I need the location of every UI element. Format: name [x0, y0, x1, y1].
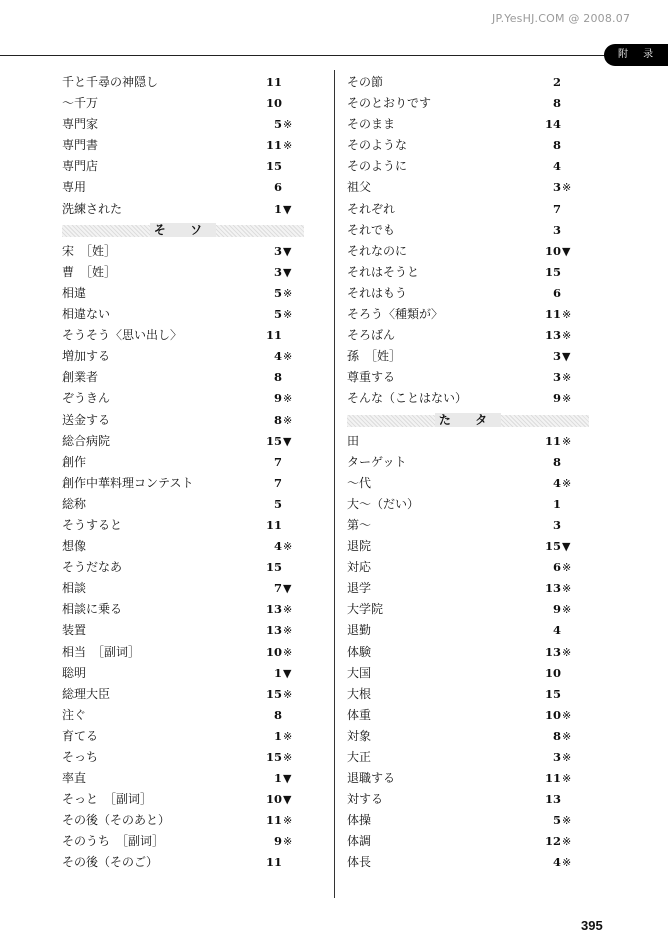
index-entry: [62, 367, 294, 388]
entry-lesson-number: 9: [552, 391, 561, 406]
entry-lesson-number: 4: [552, 855, 561, 870]
entry-term: 体験: [347, 644, 372, 659]
entry-lesson-number: 1: [552, 496, 561, 511]
right-column: [347, 72, 579, 874]
entry-term: 尊重する: [347, 370, 396, 385]
index-entry: [347, 367, 579, 388]
entry-lesson-number: 15: [265, 433, 282, 448]
index-entry: [62, 515, 294, 536]
entry-term: 率直: [62, 771, 87, 786]
entry-lesson-number: 1: [273, 665, 282, 680]
reference-mark-icon: ※: [562, 751, 572, 764]
entry-lesson-number: 9: [552, 602, 561, 617]
reference-mark-icon: ※: [562, 371, 572, 385]
entry-lesson-number: 8: [552, 96, 561, 111]
entry-term: ターゲット: [347, 454, 407, 469]
entry-lesson-number: 9: [273, 834, 282, 849]
entry-term: 体調: [347, 834, 372, 849]
index-entry: [347, 199, 579, 220]
entry-lesson-number: 10: [265, 644, 282, 659]
entry-term: ～代: [347, 475, 372, 490]
entry-term: 総理大臣: [62, 686, 111, 701]
triangle-mark-icon: ▼: [283, 265, 292, 279]
index-entry: [347, 663, 579, 684]
index-entry: [347, 177, 579, 198]
section-header-kana: そ ソ: [150, 223, 216, 237]
index-entry: [62, 620, 294, 641]
index-entry: [347, 768, 579, 789]
section-header-kana: た タ: [435, 413, 501, 427]
entry-term: そのように: [347, 159, 408, 174]
entry-lesson-number: 1: [273, 201, 282, 216]
index-entry: [347, 852, 579, 873]
entry-lesson-number: 8: [552, 138, 561, 153]
index-entry: [347, 705, 579, 726]
entry-term: 相談: [62, 581, 87, 596]
entry-lesson-number: 7: [273, 475, 282, 490]
reference-mark-icon: ※: [283, 687, 293, 701]
entry-lesson-number: 11: [265, 517, 282, 532]
entry-lesson-number: 15: [265, 159, 282, 174]
entry-lesson-number: 4: [273, 349, 282, 364]
triangle-mark-icon: ▼: [283, 434, 292, 448]
index-entry: [347, 241, 579, 262]
entry-term: 創作中華料理コンテスト: [62, 475, 194, 490]
entry-term: 相違: [62, 285, 87, 300]
index-entry: [62, 557, 294, 578]
entry-lesson-number: 5: [552, 813, 561, 828]
reference-mark-icon: ※: [283, 540, 293, 554]
index-entry: [62, 831, 294, 852]
entry-lesson-number: 3: [273, 264, 282, 279]
index-entry: [62, 810, 294, 831]
index-entry: [62, 726, 294, 747]
index-entry: [62, 789, 294, 810]
index-entry: [347, 431, 579, 452]
reference-mark-icon: ※: [283, 835, 293, 849]
entry-lesson-number: 4: [273, 539, 282, 554]
reference-mark-icon: ※: [562, 729, 572, 743]
index-entry: [62, 72, 294, 93]
index-entry: [347, 304, 579, 325]
entry-lesson-number: 5: [273, 496, 282, 511]
entry-lesson-number: 3: [552, 180, 561, 195]
reference-mark-icon: ※: [562, 329, 572, 343]
entry-lesson-number: 7: [552, 201, 561, 216]
entry-lesson-number: 10: [544, 707, 561, 722]
entry-term: そうだなあ: [62, 560, 123, 575]
entry-lesson-number: 15: [265, 750, 282, 764]
entry-lesson-number: 6: [552, 560, 561, 575]
index-entry: [347, 473, 579, 494]
entry-lesson-number: 13: [265, 602, 282, 617]
index-entry: [62, 262, 294, 283]
index-entry: [347, 578, 579, 599]
reference-mark-icon: ※: [562, 582, 572, 596]
entry-term: ぞうきん: [62, 391, 111, 406]
entry-term: 大国: [347, 665, 372, 680]
entry-lesson-number: 15: [544, 686, 561, 701]
entry-term: そうそう〈思い出し〉: [62, 328, 183, 343]
entry-lesson-number: 8: [273, 707, 282, 722]
entry-term: 装置: [62, 623, 87, 638]
index-entry: [347, 684, 579, 705]
entry-term: 相当 ［副词］: [62, 644, 141, 659]
index-entry: [62, 536, 294, 557]
index-entry: [62, 241, 294, 262]
entry-term: 洗練された: [62, 201, 123, 216]
entry-lesson-number: 2: [552, 75, 561, 89]
entry-term: そうすると: [62, 517, 123, 532]
entry-lesson-number: 13: [265, 623, 282, 638]
reference-mark-icon: ※: [562, 434, 572, 448]
column-divider: [334, 70, 335, 898]
entry-term: それぞれ: [347, 201, 396, 216]
index-entry: [347, 642, 579, 663]
index-entry: [347, 831, 579, 852]
reference-mark-icon: ※: [562, 835, 572, 849]
index-entry: [347, 536, 579, 557]
index-entry: [347, 789, 579, 810]
entry-lesson-number: 13: [544, 644, 561, 659]
entry-term: 創作: [62, 454, 87, 469]
section-header: [347, 410, 579, 431]
index-entry: [62, 304, 294, 325]
entry-term: 総称: [62, 496, 87, 511]
entry-term: それなのに: [347, 243, 408, 258]
reference-mark-icon: ※: [283, 624, 293, 638]
entry-lesson-number: 6: [552, 285, 561, 300]
entry-lesson-number: 8: [552, 728, 561, 743]
section-header-kana-wrap: [62, 220, 304, 241]
entry-term: そんな（ことはない）: [347, 391, 468, 406]
index-entry: [347, 93, 579, 114]
watermark: JP.YesHJ.COM @ 2008.07: [492, 12, 631, 25]
entry-lesson-number: 11: [265, 813, 282, 828]
entry-lesson-number: 12: [544, 834, 561, 849]
reference-mark-icon: ※: [562, 603, 572, 617]
entry-term: そろう〈種類が〉: [347, 307, 444, 322]
entry-term: それでも: [347, 222, 396, 237]
reference-mark-icon: ※: [283, 413, 293, 427]
entry-term: 退院: [347, 539, 372, 554]
index-entry: [347, 810, 579, 831]
reference-mark-icon: ※: [562, 181, 572, 195]
index-entry: [62, 494, 294, 515]
index-entry: [347, 114, 579, 135]
reference-mark-icon: ※: [283, 751, 293, 764]
entry-term: そのまま: [347, 117, 396, 132]
reference-mark-icon: ※: [562, 476, 572, 490]
entry-term: 曹 ［姓］: [62, 264, 117, 279]
index-entry: [62, 663, 294, 684]
reference-mark-icon: ※: [283, 645, 293, 659]
entry-lesson-number: 13: [544, 581, 561, 596]
reference-mark-icon: ※: [562, 814, 572, 828]
entry-lesson-number: 1: [273, 728, 282, 743]
entry-term: 専門書: [62, 138, 99, 153]
entry-term: 退勤: [347, 623, 372, 638]
reference-mark-icon: ※: [562, 392, 572, 406]
entry-lesson-number: 11: [544, 771, 561, 786]
entry-lesson-number: 5: [273, 307, 282, 322]
reference-mark-icon: ※: [562, 772, 572, 786]
reference-mark-icon: ※: [562, 645, 572, 659]
entry-lesson-number: 10: [265, 792, 282, 807]
left-column: [62, 72, 294, 874]
index-entry: [347, 262, 579, 283]
entry-term: それはもう: [347, 285, 408, 300]
entry-term: そのうち ［副词］: [62, 834, 165, 849]
entry-lesson-number: 11: [265, 75, 282, 89]
entry-lesson-number: 13: [544, 792, 561, 807]
entry-term: 祖父: [347, 180, 372, 195]
index-entry: [62, 705, 294, 726]
entry-lesson-number: 11: [544, 433, 561, 448]
entry-lesson-number: 11: [544, 307, 561, 322]
reference-mark-icon: ※: [283, 603, 293, 617]
entry-lesson-number: 7: [273, 581, 282, 596]
triangle-mark-icon: ▼: [562, 540, 571, 554]
entry-lesson-number: 5: [273, 117, 282, 132]
entry-term: 体重: [347, 707, 372, 722]
entry-term: 専門家: [62, 117, 99, 132]
entry-term: それはそうと: [347, 264, 420, 279]
index-entry: [62, 283, 294, 304]
index-entry: [62, 768, 294, 789]
entry-term: 創業者: [62, 370, 99, 385]
index-entry: [62, 431, 294, 452]
index-entry: [62, 93, 294, 114]
index-entry: [347, 220, 579, 241]
entry-term: 大～（だい）: [347, 496, 420, 511]
index-entry: [62, 156, 294, 177]
index-entry: [347, 747, 579, 768]
entry-term: 退学: [347, 581, 372, 596]
entry-term: 体長: [347, 855, 372, 870]
entry-lesson-number: 4: [552, 623, 561, 638]
entry-lesson-number: 8: [273, 370, 282, 385]
entry-term: 体操: [347, 813, 372, 828]
triangle-mark-icon: ▼: [283, 202, 292, 216]
index-entry: [62, 473, 294, 494]
reference-mark-icon: ※: [562, 561, 572, 575]
index-entry: [62, 325, 294, 346]
reference-mark-icon: ※: [562, 708, 572, 722]
entry-lesson-number: 3: [552, 517, 561, 532]
reference-mark-icon: ※: [283, 814, 293, 828]
index-entry: [62, 852, 294, 873]
entry-term: 対応: [347, 560, 372, 575]
entry-term: 注ぐ: [62, 707, 87, 722]
entry-lesson-number: 7: [273, 454, 282, 469]
entry-term: その後（そのご）: [62, 855, 159, 870]
index-entry: [62, 578, 294, 599]
section-header: [62, 220, 294, 241]
entry-term: 専門店: [62, 159, 99, 174]
index-entry: [347, 156, 579, 177]
entry-lesson-number: 11: [265, 328, 282, 343]
index-entry: [62, 177, 294, 198]
entry-lesson-number: 15: [544, 539, 561, 554]
reference-mark-icon: ※: [283, 729, 293, 743]
index-entry: [62, 410, 294, 431]
triangle-mark-icon: ▼: [562, 350, 571, 364]
entry-lesson-number: 11: [265, 855, 282, 870]
index-entry: [347, 388, 579, 409]
index-entry: [347, 346, 579, 367]
entry-lesson-number: 15: [265, 560, 282, 575]
section-header-kana-wrap: [347, 410, 589, 431]
triangle-mark-icon: ▼: [283, 244, 292, 258]
index-entry: [62, 388, 294, 409]
reference-mark-icon: ※: [283, 308, 293, 322]
entry-lesson-number: 11: [265, 138, 282, 153]
index-entry: [347, 135, 579, 156]
entry-term: 相違ない: [62, 307, 111, 322]
entry-lesson-number: 6: [273, 180, 282, 195]
entry-lesson-number: 3: [273, 243, 282, 258]
index-entry: [62, 642, 294, 663]
entry-lesson-number: 3: [552, 750, 561, 764]
entry-term: 相談に乗る: [62, 602, 123, 617]
entry-lesson-number: 4: [552, 475, 561, 490]
reference-mark-icon: ※: [283, 392, 293, 406]
entry-term: そろばん: [347, 328, 396, 343]
entry-term: 大根: [347, 686, 372, 701]
entry-term: 育てる: [62, 728, 99, 743]
index-entry: [62, 135, 294, 156]
index-entry: [62, 346, 294, 367]
entry-lesson-number: 3: [552, 370, 561, 385]
entry-term: そっと ［副词］: [62, 792, 153, 807]
index-entry: [347, 452, 579, 473]
entry-lesson-number: 8: [273, 412, 282, 427]
entry-lesson-number: 15: [544, 264, 561, 279]
entry-lesson-number: 14: [544, 117, 561, 132]
entry-lesson-number: 3: [552, 349, 561, 364]
reference-mark-icon: ※: [283, 139, 293, 153]
entry-lesson-number: 9: [273, 391, 282, 406]
entry-term: そっち: [62, 750, 99, 764]
triangle-mark-icon: ▼: [562, 244, 571, 258]
entry-lesson-number: 15: [265, 686, 282, 701]
entry-term: 第～: [347, 517, 372, 532]
reference-mark-icon: ※: [283, 118, 293, 132]
index-entry: [347, 325, 579, 346]
entry-term: 送金する: [62, 412, 111, 427]
triangle-mark-icon: ▼: [283, 666, 292, 680]
index-entry: [347, 620, 579, 641]
entry-term: 大学院: [347, 602, 384, 617]
index-entry: [62, 452, 294, 473]
triangle-mark-icon: ▼: [283, 772, 292, 786]
entry-term: 退職する: [347, 771, 396, 786]
header-rule: [0, 55, 612, 56]
entry-lesson-number: 4: [552, 159, 561, 174]
entry-term: そのとおりです: [347, 96, 432, 111]
triangle-mark-icon: ▼: [283, 582, 292, 596]
index-entry: [347, 557, 579, 578]
entry-term: そのような: [347, 138, 408, 153]
reference-mark-icon: ※: [562, 856, 572, 870]
entry-lesson-number: 3: [552, 222, 561, 237]
entry-lesson-number: 10: [265, 96, 282, 111]
entry-term: 総合病院: [62, 433, 111, 448]
entry-term: 宋 ［姓］: [62, 243, 117, 258]
entry-term: 対する: [347, 792, 384, 807]
section-tab: 附 录: [604, 44, 668, 66]
entry-term: 想像: [62, 539, 87, 554]
index-entry: [347, 283, 579, 304]
entry-term: 専用: [62, 180, 87, 195]
triangle-mark-icon: ▼: [283, 793, 292, 807]
entry-term: 大正: [347, 750, 372, 764]
entry-lesson-number: 1: [273, 771, 282, 786]
entry-term: 田: [347, 433, 360, 448]
reference-mark-icon: ※: [283, 350, 293, 364]
index-entry: [62, 114, 294, 135]
entry-term: 対象: [347, 728, 372, 743]
entry-lesson-number: 13: [544, 328, 561, 343]
entry-term: 聡明: [62, 665, 87, 680]
entry-term: ～千万: [62, 96, 99, 111]
index-entry: [347, 726, 579, 747]
entry-lesson-number: 5: [273, 285, 282, 300]
index-entry: [347, 72, 579, 93]
entry-term: 千と千尋の神隠し: [62, 75, 159, 89]
index-entry: [347, 494, 579, 515]
index-entry: [62, 684, 294, 705]
entry-term: 増加する: [62, 349, 111, 364]
index-entry: [62, 199, 294, 220]
index-entry: [347, 515, 579, 536]
reference-mark-icon: ※: [562, 308, 572, 322]
entry-lesson-number: 10: [544, 665, 561, 680]
entry-lesson-number: 8: [552, 454, 561, 469]
index-entry: [347, 599, 579, 620]
page-number: 395: [581, 918, 603, 933]
index-entry: [62, 599, 294, 620]
index-entry: [62, 747, 294, 768]
entry-term: 孫 ［姓］: [347, 349, 402, 364]
entry-term: その後（そのあと）: [62, 813, 171, 828]
reference-mark-icon: ※: [283, 286, 293, 300]
entry-term: その節: [347, 75, 384, 89]
entry-lesson-number: 10: [544, 243, 561, 258]
